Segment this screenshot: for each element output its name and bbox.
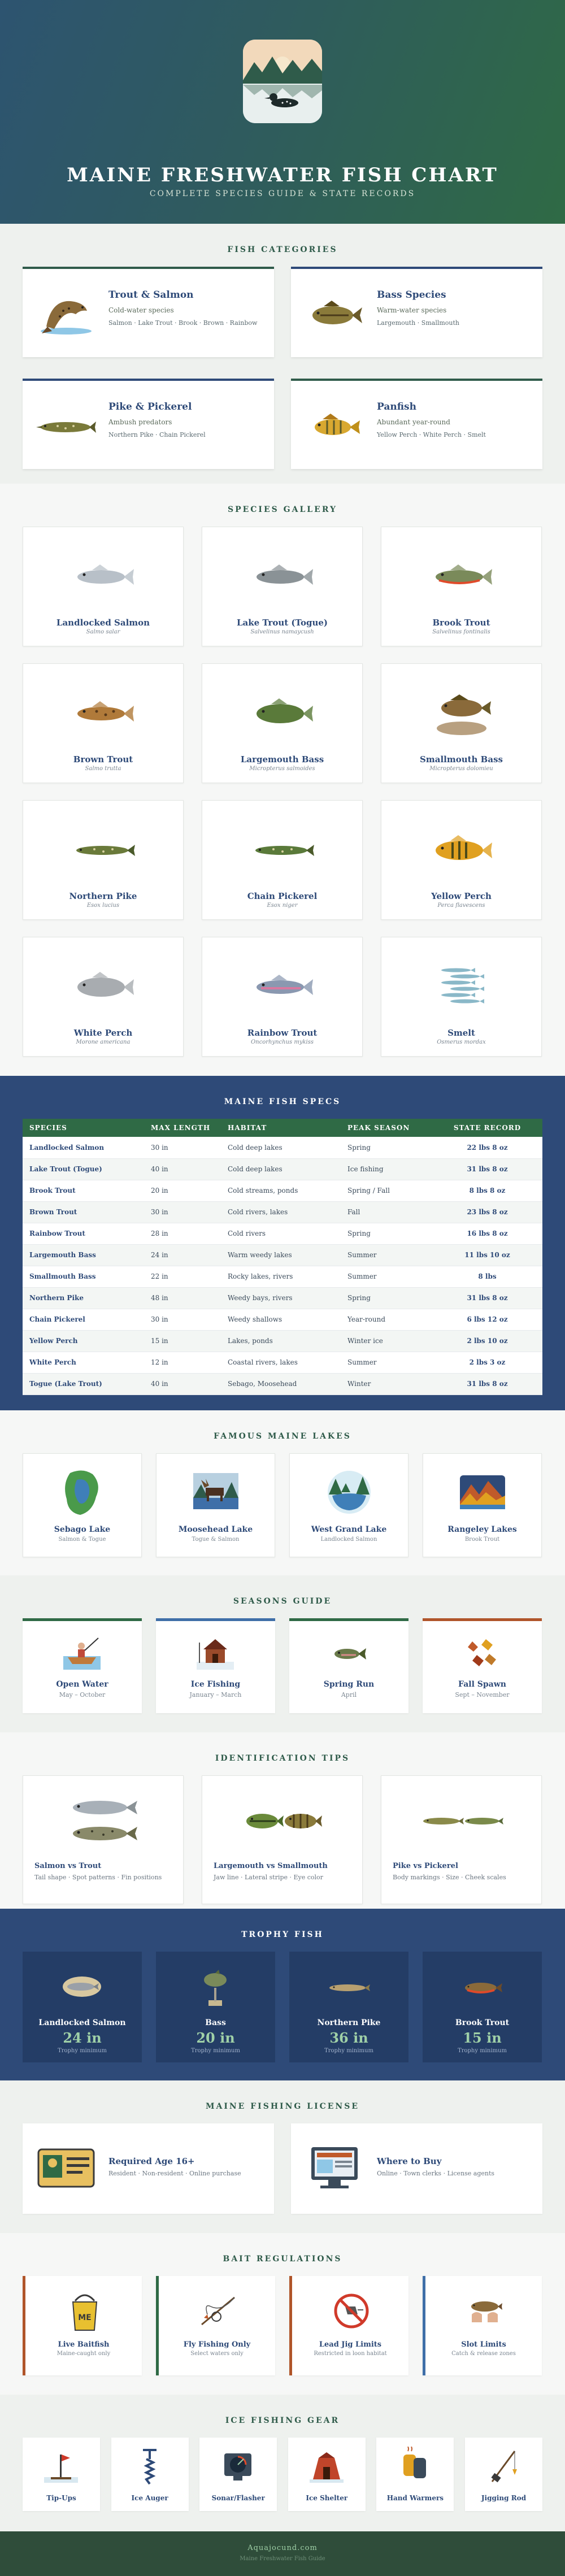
tip-name: Pike vs Pickerel bbox=[393, 1862, 458, 1870]
fish-illustration-icon bbox=[249, 685, 316, 742]
bait-bucket-icon bbox=[66, 2290, 103, 2335]
table-row bbox=[23, 1287, 542, 1309]
fish-categories-section bbox=[0, 224, 565, 484]
length-cell: 24 in bbox=[144, 1244, 221, 1266]
scientific-name: Oncorhynchus mykiss bbox=[250, 1039, 314, 1045]
season-name: Open Water bbox=[56, 1680, 108, 1689]
trophy-fish-section bbox=[0, 1909, 565, 2080]
season-dates: May – October bbox=[59, 1691, 106, 1698]
gear-card[interactable] bbox=[23, 2438, 100, 2511]
length-cell: 30 in bbox=[144, 1309, 221, 1330]
forest-lake-icon bbox=[327, 1467, 372, 1518]
fish-illustration-icon bbox=[428, 549, 496, 605]
length-cell: 30 in bbox=[144, 1137, 221, 1158]
footer bbox=[0, 2531, 565, 2576]
section-title: FAMOUS MAINE LAKES bbox=[214, 1432, 351, 1441]
category-name: Bass Species bbox=[377, 289, 446, 301]
autumn-mountains-icon bbox=[460, 1467, 505, 1518]
table-row bbox=[23, 1266, 542, 1287]
habitat-cell: Cold deep lakes bbox=[221, 1137, 341, 1158]
seasons-guide-section bbox=[0, 1575, 565, 1732]
column-header: SPECIES bbox=[23, 1119, 144, 1137]
tip-up-icon bbox=[44, 2447, 78, 2486]
scientific-name: Osmerus mordax bbox=[437, 1039, 486, 1045]
bait-rule: Lead Jig Limits bbox=[319, 2340, 382, 2349]
fish-illustration-icon bbox=[249, 549, 316, 605]
table-row bbox=[23, 1223, 542, 1244]
table-row bbox=[23, 1137, 542, 1158]
trophy-label: Trophy minimum bbox=[458, 2048, 507, 2054]
auger-icon bbox=[133, 2447, 167, 2486]
computer-icon bbox=[303, 2143, 366, 2193]
category-species: Salmon · Lake Trout · Brook · Brown · Rainbow bbox=[108, 319, 258, 327]
length-cell: 30 in bbox=[144, 1201, 221, 1223]
season-card[interactable] bbox=[423, 1618, 542, 1713]
category-card[interactable] bbox=[23, 267, 274, 357]
length-cell: 48 in bbox=[144, 1287, 221, 1309]
season-name: Spring Run bbox=[323, 1680, 375, 1689]
fish-illustration-icon bbox=[69, 959, 137, 1015]
habitat-cell: Rocky lakes, rivers bbox=[221, 1266, 341, 1287]
shelter-icon bbox=[310, 2447, 344, 2486]
species-name: Rainbow Trout bbox=[247, 1028, 318, 1038]
category-species: Northern Pike · Chain Pickerel bbox=[108, 431, 206, 438]
table-row bbox=[23, 1158, 542, 1180]
lake-name: Rangeley Lakes bbox=[447, 1525, 517, 1534]
table-row bbox=[23, 1309, 542, 1330]
lake-card[interactable] bbox=[156, 1453, 275, 1557]
brook-trout-trophy-icon bbox=[459, 1969, 505, 2008]
tip-card[interactable] bbox=[202, 1775, 363, 1904]
bait-detail: Catch & release zones bbox=[451, 2351, 516, 2357]
fish-illustration-icon bbox=[428, 959, 496, 1015]
species-name: Chain Pickerel bbox=[247, 891, 318, 901]
habitat-cell: Weedy shallows bbox=[221, 1309, 341, 1330]
season-name: Ice Fishing bbox=[190, 1680, 241, 1689]
gear-name: Sonar/Flasher bbox=[211, 2494, 265, 2502]
section-title: IDENTIFICATION TIPS bbox=[215, 1754, 350, 1763]
species-cell: Chain Pickerel bbox=[23, 1309, 144, 1330]
tip-name: Salmon vs Trout bbox=[34, 1862, 102, 1870]
bait-card[interactable] bbox=[156, 2276, 275, 2375]
species-name: Landlocked Salmon bbox=[56, 618, 150, 628]
salmon-trout-icon bbox=[58, 1789, 149, 1852]
species-card[interactable] bbox=[381, 937, 542, 1057]
column-header: STATE RECORD bbox=[432, 1119, 542, 1137]
gear-name: Jigging Rod bbox=[481, 2494, 527, 2502]
scientific-name: Micropterus dolomieu bbox=[429, 766, 493, 772]
category-card[interactable] bbox=[291, 379, 542, 469]
license-title: Where to Buy bbox=[377, 2156, 442, 2166]
habitat-cell: Warm weedy lakes bbox=[221, 1244, 341, 1266]
fly-rod-icon bbox=[199, 2290, 237, 2335]
column-header: MAX LENGTH bbox=[144, 1119, 221, 1137]
length-cell: 28 in bbox=[144, 1223, 221, 1244]
record-cell: 6 lbs 12 oz bbox=[432, 1309, 542, 1330]
scientific-name: Salmo trutta bbox=[85, 766, 121, 772]
species-cell: Northern Pike bbox=[23, 1287, 144, 1309]
category-species: Yellow Perch · White Perch · Smelt bbox=[377, 431, 486, 438]
tip-name: Largemouth vs Smallmouth bbox=[214, 1862, 328, 1870]
trophy-species: Brook Trout bbox=[455, 2018, 510, 2027]
moose-icon bbox=[193, 1467, 238, 1518]
species-cell: Rainbow Trout bbox=[23, 1223, 144, 1244]
species-card[interactable] bbox=[202, 937, 363, 1057]
scientific-name: Morone americana bbox=[76, 1039, 131, 1045]
lake-map-icon bbox=[60, 1467, 105, 1518]
trophy-label: Trophy minimum bbox=[191, 2048, 240, 2054]
table-row bbox=[23, 1244, 542, 1266]
table-row bbox=[23, 1330, 542, 1352]
license-title: Required Age 16+ bbox=[108, 2156, 195, 2166]
bass-compare-icon bbox=[237, 1789, 328, 1852]
species-name: Yellow Perch bbox=[431, 891, 492, 901]
scientific-name: Salvelinus namaycush bbox=[250, 629, 314, 635]
habitat-cell: Lakes, ponds bbox=[221, 1330, 341, 1352]
ice-fishing-gear-section bbox=[0, 2395, 565, 2531]
category-desc: Abundant year-round bbox=[377, 418, 450, 426]
lake-species: Salmon & Togue bbox=[58, 1536, 106, 1543]
species-cell: Lake Trout (Togue) bbox=[23, 1158, 144, 1180]
season-cell: Fall bbox=[341, 1201, 432, 1223]
scientific-name: Salmo salar bbox=[86, 629, 120, 635]
page-subtitle: COMPLETE SPECIES GUIDE & STATE RECORDS bbox=[149, 189, 416, 198]
bass-trophy-icon bbox=[193, 1969, 238, 2008]
pike-compare-icon bbox=[416, 1789, 507, 1852]
trophy-card[interactable] bbox=[156, 1952, 275, 2062]
license-desc: Resident · Non-resident · Online purchase bbox=[108, 2170, 241, 2177]
trophy-species: Landlocked Salmon bbox=[38, 2018, 126, 2027]
species-card[interactable] bbox=[23, 937, 184, 1057]
habitat-cell: Sebago, Moosehead bbox=[221, 1373, 341, 1395]
record-cell: 2 lbs 10 oz bbox=[432, 1330, 542, 1352]
habitat-cell: Cold streams, ponds bbox=[221, 1180, 341, 1201]
species-card[interactable] bbox=[202, 527, 363, 646]
season-cell: Spring / Fall bbox=[341, 1180, 432, 1201]
category-desc: Cold-water species bbox=[108, 306, 174, 314]
lake-card[interactable] bbox=[23, 1453, 142, 1557]
fish-illustration-icon bbox=[69, 822, 137, 879]
bait-detail: Restricted in loon habitat bbox=[314, 2351, 387, 2357]
lake-species: Landlocked Salmon bbox=[320, 1536, 377, 1543]
length-cell: 22 in bbox=[144, 1266, 221, 1287]
species-card[interactable] bbox=[23, 663, 184, 783]
length-cell: 40 in bbox=[144, 1373, 221, 1395]
ice-shack-icon bbox=[197, 1634, 234, 1673]
leaping-trout-icon bbox=[35, 292, 97, 337]
scientific-name: Salvelinus fontinalis bbox=[432, 629, 490, 635]
section-title: MAINE FISH SPECS bbox=[224, 1097, 341, 1106]
record-cell: 31 lbs 8 oz bbox=[432, 1373, 542, 1395]
section-title: SEASONS GUIDE bbox=[233, 1597, 332, 1606]
season-cell: Winter ice bbox=[341, 1330, 432, 1352]
gear-name: Ice Shelter bbox=[306, 2494, 348, 2502]
gear-name: Hand Warmers bbox=[386, 2494, 444, 2502]
trophy-length: 36 in bbox=[329, 2030, 368, 2046]
season-cell: Year-round bbox=[341, 1309, 432, 1330]
fish-illustration-icon bbox=[428, 685, 496, 742]
footer-brand-link[interactable]: Aquajocund.com bbox=[247, 2544, 318, 2552]
season-cell: Ice fishing bbox=[341, 1158, 432, 1180]
footer-subtitle: Maine Freshwater Fish Guide bbox=[240, 2556, 325, 2562]
scientific-name: Esox lucius bbox=[86, 902, 120, 909]
category-desc: Ambush predators bbox=[108, 418, 172, 426]
season-dates: April bbox=[341, 1691, 357, 1698]
column-header: PEAK SEASON bbox=[341, 1119, 432, 1137]
record-cell: 8 lbs bbox=[432, 1266, 542, 1287]
table-header-row bbox=[23, 1119, 542, 1137]
season-card[interactable] bbox=[23, 1618, 142, 1713]
gear-card[interactable] bbox=[111, 2438, 189, 2511]
famous-lakes-section bbox=[0, 1410, 565, 1575]
scientific-name: Esox niger bbox=[267, 902, 298, 909]
column-header: HABITAT bbox=[221, 1119, 341, 1137]
table-row bbox=[23, 1373, 542, 1395]
jigging-rod-icon bbox=[486, 2447, 520, 2486]
trophy-species: Bass bbox=[205, 2018, 226, 2027]
lake-name: Moosehead Lake bbox=[178, 1525, 253, 1534]
habitat-cell: Coastal rivers, lakes bbox=[221, 1352, 341, 1373]
trophy-card[interactable] bbox=[423, 1952, 542, 2062]
species-name: Smelt bbox=[447, 1028, 475, 1038]
species-card[interactable] bbox=[23, 527, 184, 646]
season-cell: Spring bbox=[341, 1223, 432, 1244]
length-cell: 40 in bbox=[144, 1158, 221, 1180]
record-cell: 31 lbs 8 oz bbox=[432, 1287, 542, 1309]
species-name: White Perch bbox=[73, 1028, 133, 1038]
bait-detail: Maine-caught only bbox=[56, 2351, 111, 2357]
table-row bbox=[23, 1201, 542, 1223]
habitat-cell: Weedy bays, rivers bbox=[221, 1287, 341, 1309]
species-cell: Togue (Lake Trout) bbox=[23, 1373, 144, 1395]
lake-card[interactable] bbox=[289, 1453, 408, 1557]
tip-card[interactable] bbox=[381, 1775, 542, 1904]
trophy-length: 20 in bbox=[196, 2030, 235, 2046]
category-species: Largemouth · Smallmouth bbox=[377, 319, 460, 327]
fish-illustration-icon bbox=[249, 822, 316, 879]
season-cell: Spring bbox=[341, 1137, 432, 1158]
record-cell: 16 lbs 8 oz bbox=[432, 1223, 542, 1244]
section-title: ICE FISHING GEAR bbox=[225, 2416, 340, 2425]
species-cell: Largemouth Bass bbox=[23, 1244, 144, 1266]
fish-illustration-icon bbox=[428, 822, 496, 879]
page-title: MAINE FRESHWATER FISH CHART bbox=[67, 164, 498, 186]
species-gallery-section bbox=[0, 484, 565, 1076]
trophy-length: 24 in bbox=[63, 2030, 102, 2046]
table-row bbox=[23, 1352, 542, 1373]
lake-name: Sebago Lake bbox=[54, 1525, 111, 1534]
fish-icon bbox=[330, 1634, 367, 1673]
section-title: TROPHY FISH bbox=[241, 1930, 324, 1939]
loon-on-lake-icon bbox=[243, 40, 322, 123]
fish-illustration-icon bbox=[69, 685, 137, 742]
category-card[interactable] bbox=[291, 267, 542, 357]
trophy-label: Trophy minimum bbox=[324, 2048, 373, 2054]
license-card-icon bbox=[35, 2143, 97, 2193]
species-card[interactable] bbox=[202, 663, 363, 783]
gear-card[interactable] bbox=[465, 2438, 542, 2511]
category-name: Panfish bbox=[377, 401, 416, 412]
record-cell: 8 lbs 8 oz bbox=[432, 1180, 542, 1201]
bait-rule: Live Baitfish bbox=[58, 2340, 110, 2349]
fishing-license-section bbox=[0, 2080, 565, 2233]
record-cell: 22 lbs 8 oz bbox=[432, 1137, 542, 1158]
tip-desc: Tail shape · Spot patterns · Fin positions bbox=[34, 1874, 162, 1881]
autumn-leaves-icon bbox=[463, 1634, 501, 1673]
bait-regulations-section bbox=[0, 2233, 565, 2395]
species-card[interactable] bbox=[23, 800, 184, 920]
gear-card[interactable] bbox=[288, 2438, 366, 2511]
tip-desc: Jaw line · Lateral stripe · Eye color bbox=[214, 1874, 323, 1881]
season-cell: Summer bbox=[341, 1266, 432, 1287]
species-name: Brown Trout bbox=[73, 754, 133, 764]
pike-trophy-icon bbox=[326, 1969, 371, 2008]
season-cell: Spring bbox=[341, 1287, 432, 1309]
length-cell: 15 in bbox=[144, 1330, 221, 1352]
gear-card[interactable] bbox=[199, 2438, 277, 2511]
species-card[interactable] bbox=[381, 663, 542, 783]
habitat-cell: Cold rivers bbox=[221, 1223, 341, 1244]
lake-name: West Grand Lake bbox=[311, 1525, 387, 1534]
species-cell: Brown Trout bbox=[23, 1201, 144, 1223]
species-name: Lake Trout (Togue) bbox=[236, 618, 328, 628]
gear-name: Ice Auger bbox=[131, 2494, 168, 2502]
season-cell: Winter bbox=[341, 1373, 432, 1395]
tip-desc: Body markings · Size · Cheek scales bbox=[393, 1874, 506, 1881]
species-cell: White Perch bbox=[23, 1352, 144, 1373]
section-title: BAIT REGULATIONS bbox=[223, 2254, 342, 2264]
no-lead-icon bbox=[333, 2290, 370, 2335]
section-title: FISH CATEGORIES bbox=[227, 245, 338, 254]
record-cell: 2 lbs 3 oz bbox=[432, 1352, 542, 1373]
section-title: SPECIES GALLERY bbox=[227, 505, 338, 514]
category-card[interactable] bbox=[23, 379, 274, 469]
bass-icon bbox=[303, 292, 366, 337]
species-cell: Yellow Perch bbox=[23, 1330, 144, 1352]
species-name: Northern Pike bbox=[69, 891, 137, 901]
lake-species: Togue & Salmon bbox=[192, 1536, 240, 1543]
season-cell: Summer bbox=[341, 1352, 432, 1373]
record-cell: 31 lbs 8 oz bbox=[432, 1158, 542, 1180]
hero-banner bbox=[0, 0, 565, 224]
sonar-icon bbox=[221, 2447, 255, 2486]
bait-card[interactable] bbox=[289, 2276, 408, 2375]
species-cell: Smallmouth Bass bbox=[23, 1266, 144, 1287]
species-name: Brook Trout bbox=[432, 618, 490, 628]
license-card[interactable] bbox=[291, 2123, 542, 2214]
season-card[interactable] bbox=[289, 1618, 408, 1713]
length-cell: 20 in bbox=[144, 1180, 221, 1201]
species-card[interactable] bbox=[381, 527, 542, 646]
bait-rule: Slot Limits bbox=[461, 2340, 506, 2349]
scientific-name: Perca flavescens bbox=[437, 902, 485, 909]
lake-card[interactable] bbox=[423, 1453, 542, 1557]
species-name: Smallmouth Bass bbox=[420, 754, 503, 764]
trophy-label: Trophy minimum bbox=[58, 2048, 107, 2054]
season-dates: January – March bbox=[189, 1691, 242, 1698]
category-name: Trout & Salmon bbox=[108, 289, 194, 301]
trophy-card[interactable] bbox=[23, 1952, 142, 2062]
trophy-card[interactable] bbox=[289, 1952, 408, 2062]
species-card[interactable] bbox=[381, 800, 542, 920]
season-name: Fall Spawn bbox=[458, 1680, 506, 1689]
bait-detail: Select waters only bbox=[190, 2351, 244, 2357]
specs-table bbox=[23, 1119, 542, 1395]
fish-specs-section bbox=[0, 1076, 565, 1410]
gear-card[interactable] bbox=[376, 2438, 454, 2511]
season-card[interactable] bbox=[156, 1618, 275, 1713]
perch-icon bbox=[303, 403, 366, 449]
category-name: Pike & Pickerel bbox=[108, 401, 192, 412]
fish-illustration-icon bbox=[249, 959, 316, 1015]
length-cell: 12 in bbox=[144, 1352, 221, 1373]
pike-icon bbox=[35, 403, 97, 449]
salmon-plaque-icon bbox=[59, 1969, 105, 2008]
bait-rule: Fly Fishing Only bbox=[183, 2340, 251, 2349]
category-desc: Warm-water species bbox=[377, 306, 447, 314]
scientific-name: Micropterus salmoides bbox=[249, 766, 315, 772]
fish-illustration-icon bbox=[69, 549, 137, 605]
habitat-cell: Cold deep lakes bbox=[221, 1158, 341, 1180]
table-row bbox=[23, 1180, 542, 1201]
tip-card[interactable] bbox=[23, 1775, 184, 1904]
svg-text:ME: ME bbox=[78, 2313, 92, 2322]
fish-hands-icon bbox=[466, 2290, 503, 2335]
species-name: Largemouth Bass bbox=[240, 754, 324, 764]
habitat-cell: Cold rivers, lakes bbox=[221, 1201, 341, 1223]
species-cell: Brook Trout bbox=[23, 1180, 144, 1201]
bait-card[interactable] bbox=[423, 2276, 542, 2375]
record-cell: 23 lbs 8 oz bbox=[432, 1201, 542, 1223]
license-desc: Online · Town clerks · License agents bbox=[377, 2170, 495, 2177]
gear-name: Tip-Ups bbox=[46, 2494, 76, 2502]
trophy-species: Northern Pike bbox=[317, 2018, 381, 2027]
season-cell: Summer bbox=[341, 1244, 432, 1266]
season-dates: Sept – November bbox=[455, 1691, 510, 1698]
trophy-length: 15 in bbox=[463, 2030, 502, 2046]
license-card[interactable] bbox=[23, 2123, 274, 2214]
species-cell: Landlocked Salmon bbox=[23, 1137, 144, 1158]
record-cell: 11 lbs 10 oz bbox=[432, 1244, 542, 1266]
section-title: MAINE FISHING LICENSE bbox=[205, 2102, 360, 2111]
boat-angler-icon bbox=[63, 1634, 101, 1673]
warmer-icon bbox=[398, 2447, 432, 2486]
bait-card[interactable] bbox=[23, 2276, 142, 2375]
species-card[interactable] bbox=[202, 800, 363, 920]
identification-tips-section bbox=[0, 1732, 565, 1909]
lake-species: Brook Trout bbox=[464, 1536, 500, 1543]
